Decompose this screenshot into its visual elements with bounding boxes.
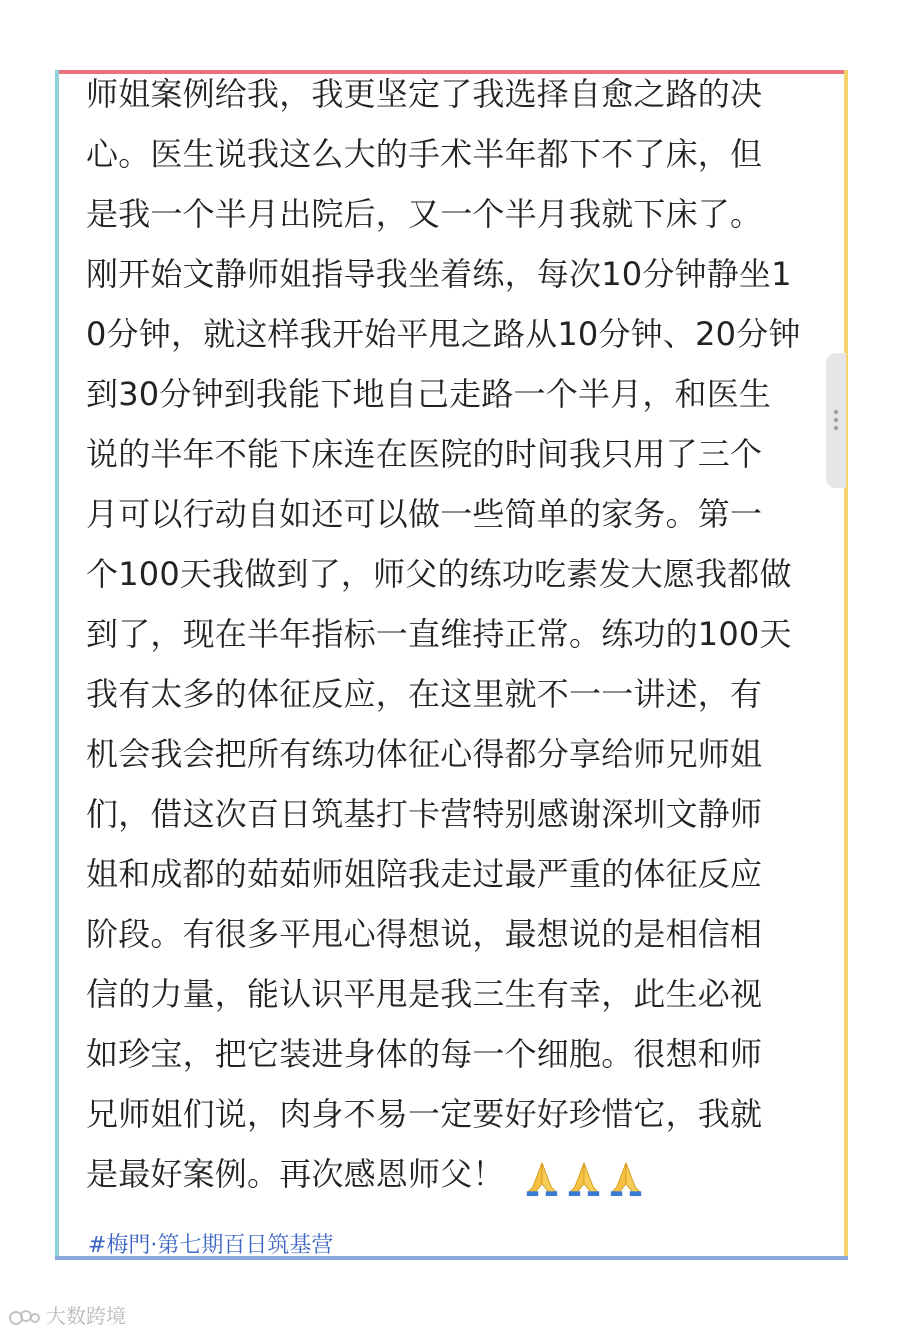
folded-hands-icon [565, 1159, 603, 1197]
topic-hashtag-link[interactable]: #梅門·第七期百日筑基营 [88, 1233, 334, 1258]
post-line: 如珍宝，把它装进身体的每一个细胞。很想和师 [86, 1035, 763, 1073]
post-line: 刚开始文静师姐指导我坐着练，每次10分钟静坐1 [86, 255, 792, 293]
post-line: 是我一个半月出院后，又一个半月我就下床了。 [86, 195, 763, 233]
post-line: 姐和成都的茹茹师姐陪我走过最严重的体征反应 [86, 855, 763, 893]
drag-dots-icon [834, 410, 838, 434]
post-line-text: 是最好案例。再次感恩师父！ [86, 1155, 505, 1193]
post-line: 阶段。有很多平甩心得想说，最想说的是相信相 [86, 915, 763, 953]
post-line: 到30分钟到我能下地自己走路一个半月，和医生 [86, 375, 772, 413]
watermark [8, 1300, 126, 1329]
frame-right-border [844, 70, 848, 1260]
post-line-last [86, 1144, 826, 1204]
post-line: 心。医生说我这么大的手术半年都下不了床，但 [86, 135, 763, 173]
watermark-text: 大数跨境 [46, 1304, 126, 1328]
watermark-logo-icon [8, 1308, 42, 1328]
emoji-group [523, 1146, 649, 1206]
post-line: 们，借这次百日筑基打卡营特别感谢深圳文静师 [86, 795, 763, 833]
post-line: 月可以行动自如还可以做一些简单的家务。第一 [86, 495, 763, 533]
post-line: 师姐案例给我，我更坚定了我选择自愈之路的决 [86, 75, 763, 113]
post-line: 0分钟，就这样我开始平甩之路从10分钟、20分钟 [86, 315, 801, 353]
post-line: 信的力量，能认识平甩是我三生有幸，此生必视 [86, 975, 763, 1013]
frame-left-border [55, 70, 59, 1260]
post-line: 说的半年不能下床连在医院的时间我只用了三个 [86, 435, 763, 473]
post-line: 机会我会把所有练功体征心得都分享给师兄师姐 [86, 735, 763, 773]
post-line: 我有太多的体征反应，在这里就不一一讲述，有 [86, 675, 763, 713]
post-line: 个100天我做到了，师父的练功吃素发大愿我都做 [86, 555, 792, 593]
post-line: 到了，现在半年指标一直维持正常。练功的100天 [86, 615, 792, 653]
folded-hands-icon [607, 1159, 645, 1197]
post-body [86, 64, 826, 1204]
post-line: 兄师姐们说，肉身不易一定要好好珍惜它，我就 [86, 1095, 763, 1133]
folded-hands-icon [523, 1159, 561, 1197]
